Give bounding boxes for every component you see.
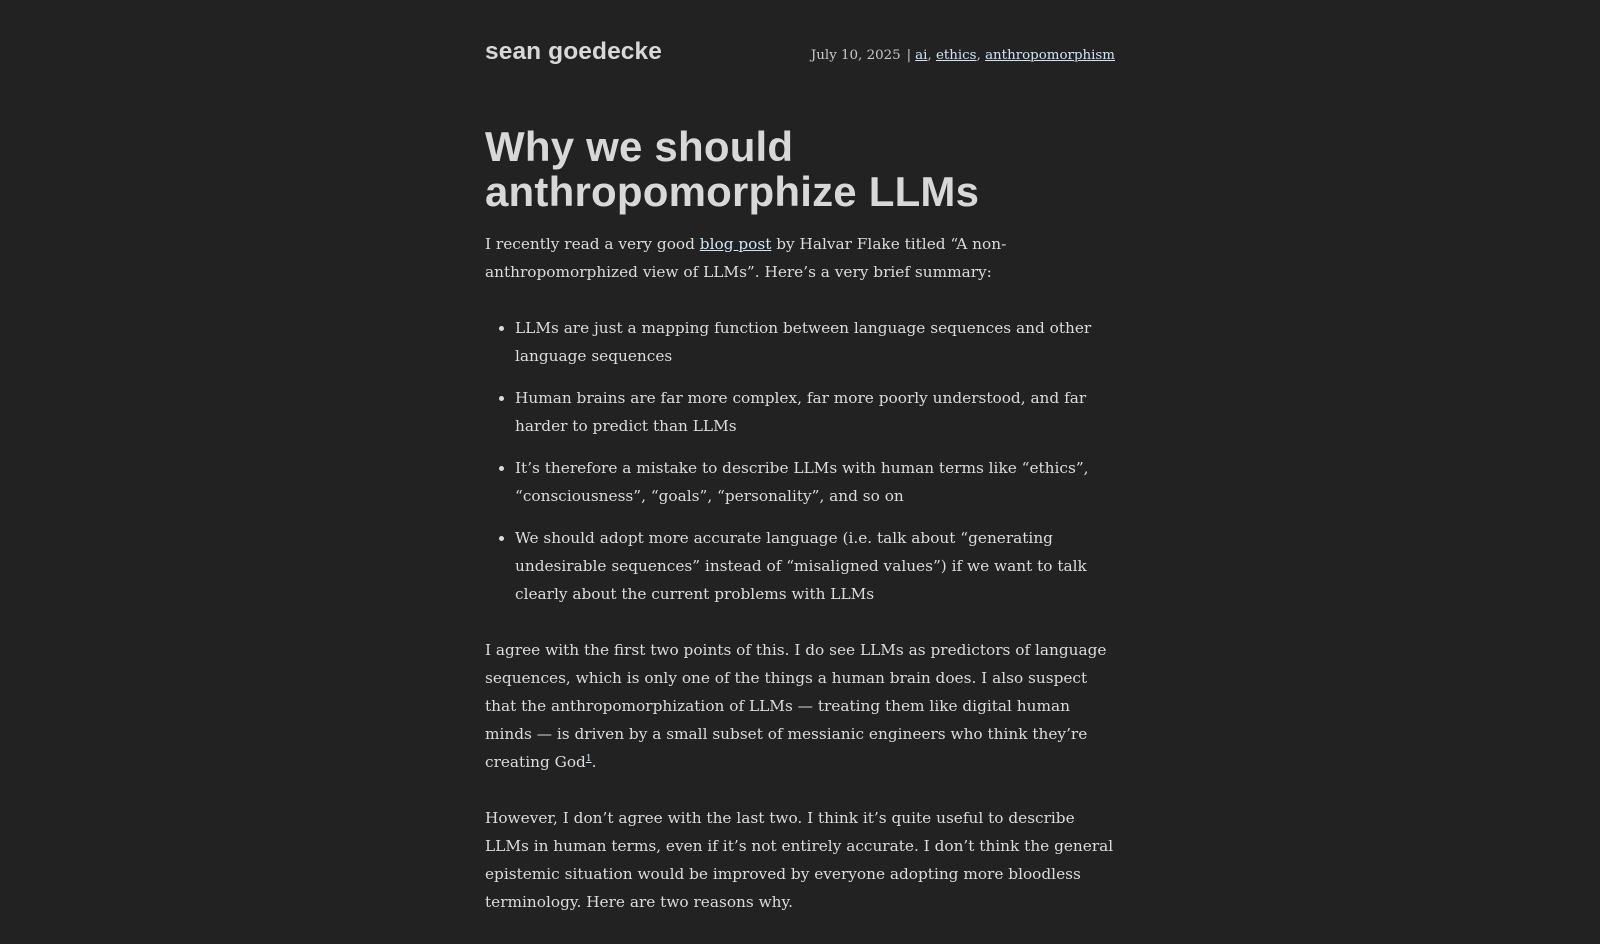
site-header bbox=[485, 0, 1115, 100]
list-item: • It’s therefore a mistake to describe LLMs with human terms like “ethics”, “consciousness”, “goals”, “personality”, and so on bbox=[515, 454, 1115, 510]
intro-text-before: I recently read a very good bbox=[485, 235, 700, 253]
summary-list bbox=[485, 314, 1115, 608]
tag-link-ethics[interactable]: ethics bbox=[935, 48, 977, 63]
list-item: • LLMs are just a mapping function between language sequences and other language sequences bbox=[515, 314, 1115, 370]
blog-post-link[interactable]: blog post bbox=[699, 235, 772, 253]
agree-text: I agree with the first two points of this. I do see LLMs as predictors of language sequences, which is only one of the things a human brain does. I also suspect that the anthropomorphization of LLMs — treating them like digital human minds — is driven by a small subset of messianic engineers who think they’re creating God bbox=[485, 641, 1107, 771]
article-title: Why we should anthropomorphize LLMs bbox=[485, 123, 980, 215]
post-date: July 10, 2025 bbox=[810, 48, 901, 63]
agree-paragraph bbox=[485, 636, 1115, 776]
content-column bbox=[485, 0, 1115, 911]
disagree-paragraph: However, I don’t agree with the last two. I think it’s quite useful to describe LLMs in human terms, even if it’s not entirely accurate. I don’t think the general epistemic situation would be improved by everyone adopting more bloodless terminology. Here are two reasons why. bbox=[485, 809, 1114, 911]
site-name-link[interactable]: sean goedecke bbox=[485, 38, 662, 65]
tag-link-anthropomorphism[interactable]: anthropomorphism bbox=[985, 48, 1115, 63]
list-item: • We should adopt more accurate language (i.e. talk about “generating undesirable sequences” instead of “misaligned values”) if we want to talk clearly about the current problems with LLMs bbox=[515, 524, 1115, 608]
intro-paragraph bbox=[485, 230, 1115, 286]
article-body bbox=[485, 230, 1115, 944]
meta-separator: | bbox=[906, 48, 912, 63]
post-meta bbox=[811, 48, 1115, 63]
agree-end: . bbox=[591, 753, 597, 771]
list-item: • Human brains are far more complex, far more poorly understood, and far harder to predict than LLMs bbox=[515, 384, 1115, 440]
footnote-link[interactable]: 1 bbox=[585, 754, 592, 764]
intro-text-after: by Halvar Flake titled “A non-anthropomorphized view of LLMs”. Here’s a very brief summary: bbox=[485, 235, 1007, 281]
tag-link-ai[interactable]: ai bbox=[915, 48, 928, 63]
tag-comma: , bbox=[976, 48, 986, 63]
tag-comma: , bbox=[927, 48, 936, 63]
